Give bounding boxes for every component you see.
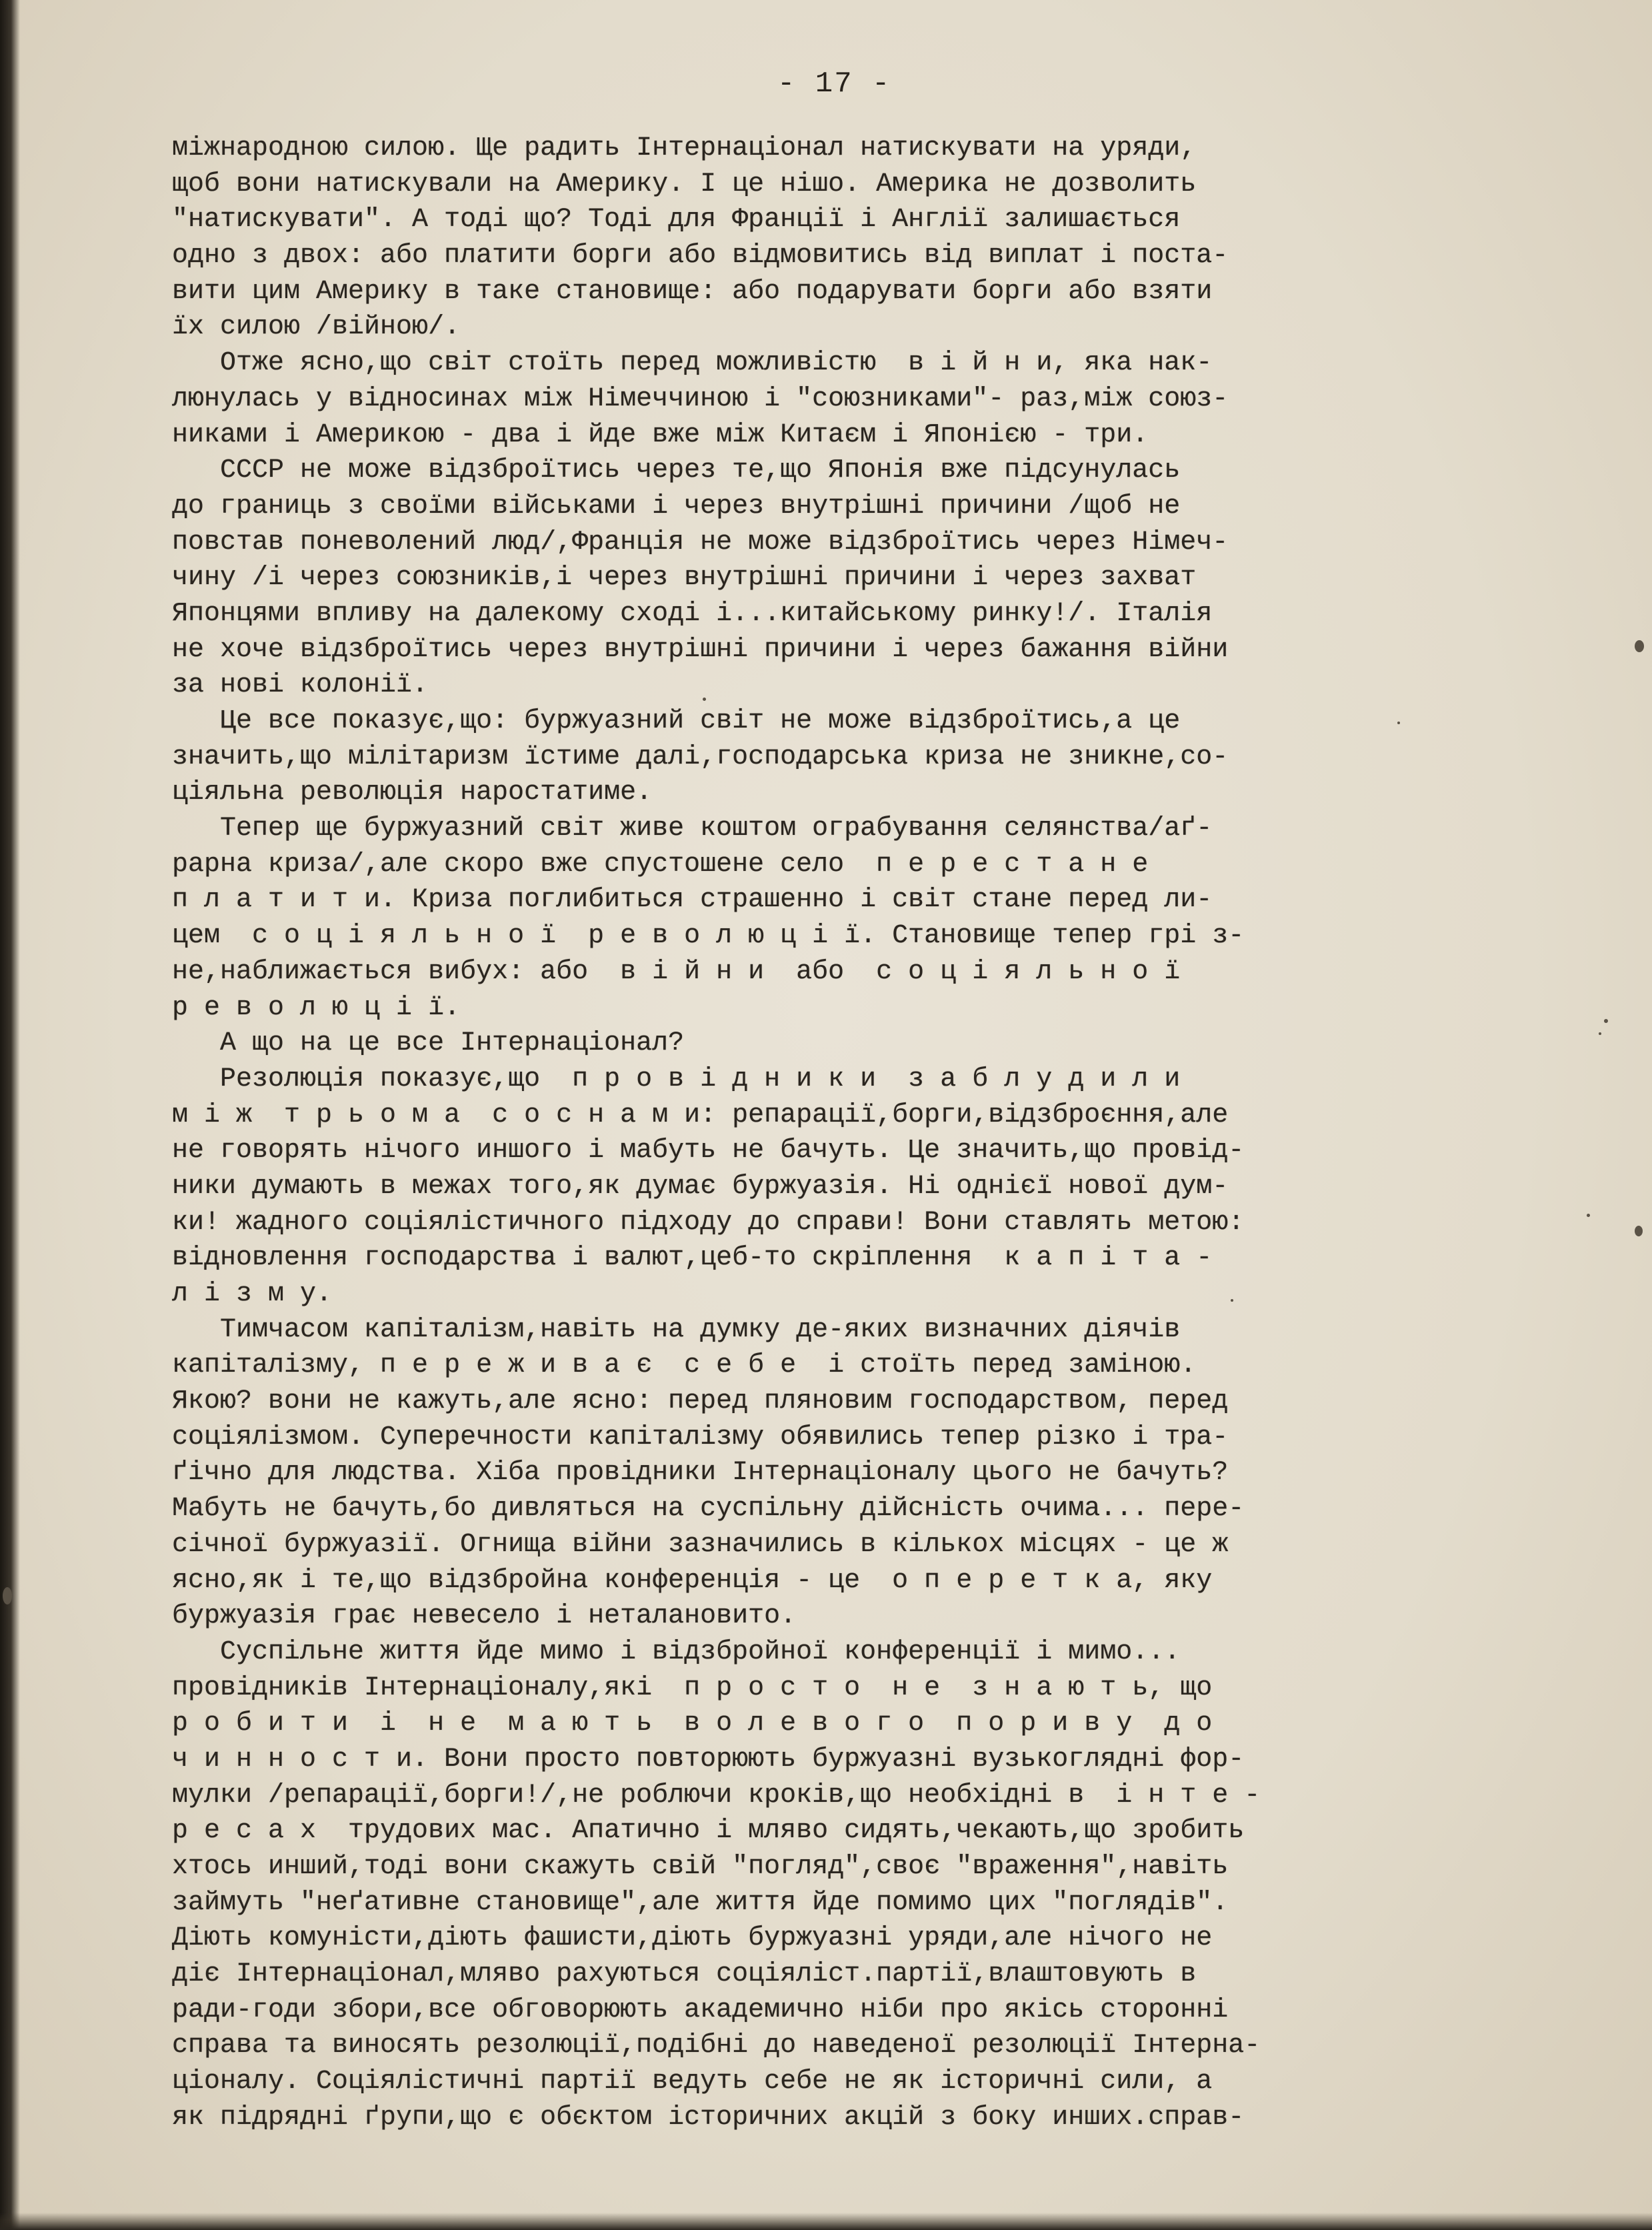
text-line: як підрядні ґрупи,що є обєктом історичних акцій з боку инших.справ- bbox=[172, 2102, 1245, 2133]
text-line: Мабуть не бачуть,бо дивляться на суспільну дійсність очима... пере- bbox=[172, 1494, 1245, 1524]
text-line: ґічно для людства. Хіба провідники Інтернаціоналу цього не бачуть? bbox=[172, 1458, 1229, 1488]
scan-speck bbox=[1231, 1299, 1233, 1302]
text-line: справа та виносять резолюції,подібні до наведеної резолюції Інтерна- bbox=[172, 2031, 1261, 2061]
text-line: одно з двох: або платити борги або відмовитись від виплат і поста- bbox=[172, 241, 1229, 271]
text-line: не говорять нічого иншого і мабуть не бачуть. Це значить,що провід- bbox=[172, 1136, 1245, 1166]
text-line: ціяльна революція наростатиме. bbox=[172, 778, 653, 808]
text-line: СССР не може відзброїтись через те,що Японія вже підсунулась bbox=[172, 455, 1181, 486]
text-line: за нові колонії. bbox=[172, 670, 429, 701]
text-line: займуть "неґативне становище",але життя йде помимо цих "поглядів". bbox=[172, 1887, 1229, 1918]
text-line: р е в о л ю ц і ї. bbox=[172, 992, 461, 1023]
text-line: вити цим Америку в таке становище: або подарувати борги або взяти bbox=[172, 276, 1213, 307]
text-line: відновлення господарства і валют,цеб-то скріплення к а п і т а - bbox=[172, 1243, 1213, 1274]
text-line: люнулась у відносинах між Німеччиною і "союзниками"- раз,між союз- bbox=[172, 383, 1229, 414]
text-line: цем с о ц і я л ь н о ї р е в о л ю ц і ї. Становище тепер грі з- bbox=[172, 921, 1245, 952]
scan-speck bbox=[703, 698, 706, 701]
text-line: никами і Америкою - два і йде вже між Китаєм і Японією - три. bbox=[172, 419, 1149, 450]
scan-speck bbox=[1635, 1226, 1643, 1236]
text-line: А що на це все Інтернаціонал? bbox=[172, 1028, 685, 1059]
text-line: р о б и т и і н е м а ю т ь в о л е в о г о п о р и в у д о bbox=[172, 1709, 1213, 1739]
text-line: до границь з своїми військами і через внутрішні причини /щоб не bbox=[172, 491, 1181, 521]
scan-speck bbox=[3, 1587, 12, 1604]
text-line: Це все показує,що: буржуазний світ не може відзброїтись,а це bbox=[172, 706, 1181, 736]
text-line: буржуазія грає невесело і неталановито. bbox=[172, 1601, 797, 1632]
text-line: ясно,як і те,що відзбройна конференція - це о п е р е т к а, яку bbox=[172, 1565, 1213, 1596]
text-line: хтось инший,тоді вони скажуть свій "погляд",своє "враження",навіть bbox=[172, 1852, 1229, 1882]
page-number: - 17 - bbox=[777, 67, 891, 101]
text-line: Японцями впливу на далекому сході і...китайському ринку!/. Італія bbox=[172, 598, 1213, 629]
text-line: ники думають в межах того,як думає буржуазія. Ні однієї нової дум- bbox=[172, 1171, 1229, 1202]
page-binding-edge bbox=[0, 0, 20, 2230]
text-line: міжнародною силою. Ще радить Інтернаціонал натискувати на уряди, bbox=[172, 133, 1197, 163]
text-line: р е с а х трудових мас. Апатично і мляво сидять,чекають,що зробить bbox=[172, 1816, 1245, 1847]
text-line: м і ж т р ь о м а с о с н а м и: репарації,борги,відзброєння,але bbox=[172, 1100, 1229, 1130]
text-line: ч и н н о с т и. Вони просто повторюють буржуазні вузькоглядні фор- bbox=[172, 1744, 1245, 1775]
typewritten-text bbox=[172, 131, 1532, 2136]
text-line: значить,що мілітаризм їстиме далі,господарська криза не зникне,со- bbox=[172, 742, 1229, 772]
text-line: не,наближається вибух: або в і й н и або с о ц і я л ь н о ї bbox=[172, 956, 1181, 987]
text-line: Тепер ще буржуазний світ живе коштом ограбування селянства/аґ- bbox=[172, 814, 1213, 844]
text-line: рарна криза/,але скоро вже спустошене село п е р е с т а н е bbox=[172, 849, 1149, 880]
text-line: л і з м у. bbox=[172, 1279, 333, 1309]
text-line: щоб вони натискували на Америку. І це нішо. Америка не дозволить bbox=[172, 169, 1197, 199]
text-line: січної буржуазії. Огнища війни зазначились в кількох місцях - це ж bbox=[172, 1529, 1229, 1560]
scan-speck bbox=[1635, 640, 1644, 652]
text-line: Резолюція показує,що п р о в і д н и к и з а б л у д и л и bbox=[172, 1064, 1181, 1094]
text-line: не хоче відзброїтись через внутрішні причини і через бажання війни bbox=[172, 634, 1229, 665]
scan-speck bbox=[1587, 1214, 1590, 1217]
text-line: п л а т и т и. Криза поглибиться страшенно і світ стане перед ли- bbox=[172, 885, 1213, 916]
text-line: повстав поневолений люд/,Франція не може відзброїтись через Німеч- bbox=[172, 527, 1229, 558]
scan-speck bbox=[1604, 1019, 1608, 1023]
text-line: провідників Інтернаціоналу,які п р о с т о н е з н а ю т ь, що bbox=[172, 1672, 1213, 1703]
text-line: Якою? вони не кажуть,але ясно: перед пляновим господарством, перед bbox=[172, 1386, 1229, 1417]
text-line: ради-годи збори,все обговорюють академично ніби про якісь сторонні bbox=[172, 1995, 1229, 2025]
text-line: їх силою /війною/. bbox=[172, 312, 461, 343]
text-line: Тимчасом капіталізм,навіть на думку де-яких визначних діячів bbox=[172, 1314, 1181, 1345]
scan-speck bbox=[1599, 1032, 1601, 1035]
text-line: соціялізмом. Суперечности капіталізму обявились тепер різко і тра- bbox=[172, 1422, 1229, 1452]
text-line: чину /і через союзників,і через внутрішні причини і через захват bbox=[172, 563, 1197, 594]
text-line: капіталізму, п е р е ж и в а є с е б е і стоїть перед заміною. bbox=[172, 1350, 1197, 1381]
text-line: мулки /репарації,борги!/,не роблючи кроків,що необхідні в і н т е - bbox=[172, 1780, 1261, 1811]
text-line: ціоналу. Соціялістичні партії ведуть себе не як історичні сили, а bbox=[172, 2067, 1213, 2097]
text-line: "натискувати". А тоді що? Тоді для Франції і Англії залишається bbox=[172, 205, 1181, 235]
page-bottom-edge bbox=[0, 2213, 1652, 2230]
text-line: ки! жадного соціялістичного підходу до справи! Вони ставлять метою: bbox=[172, 1207, 1245, 1238]
scan-speck bbox=[1397, 722, 1400, 724]
text-line: Діють комуністи,діють фашисти,діють буржуазні уряди,але нічого не bbox=[172, 1923, 1213, 1954]
text-line: діє Інтернаціонал,мляво рахуються соціяліст.партії,влаштовують в bbox=[172, 1959, 1197, 1990]
text-line: Отже ясно,що світ стоїть перед можливістю в і й н и, яка нак- bbox=[172, 348, 1213, 379]
text-line: Суспільне життя йде мимо і відзбройної конференції і мимо... bbox=[172, 1636, 1181, 1667]
